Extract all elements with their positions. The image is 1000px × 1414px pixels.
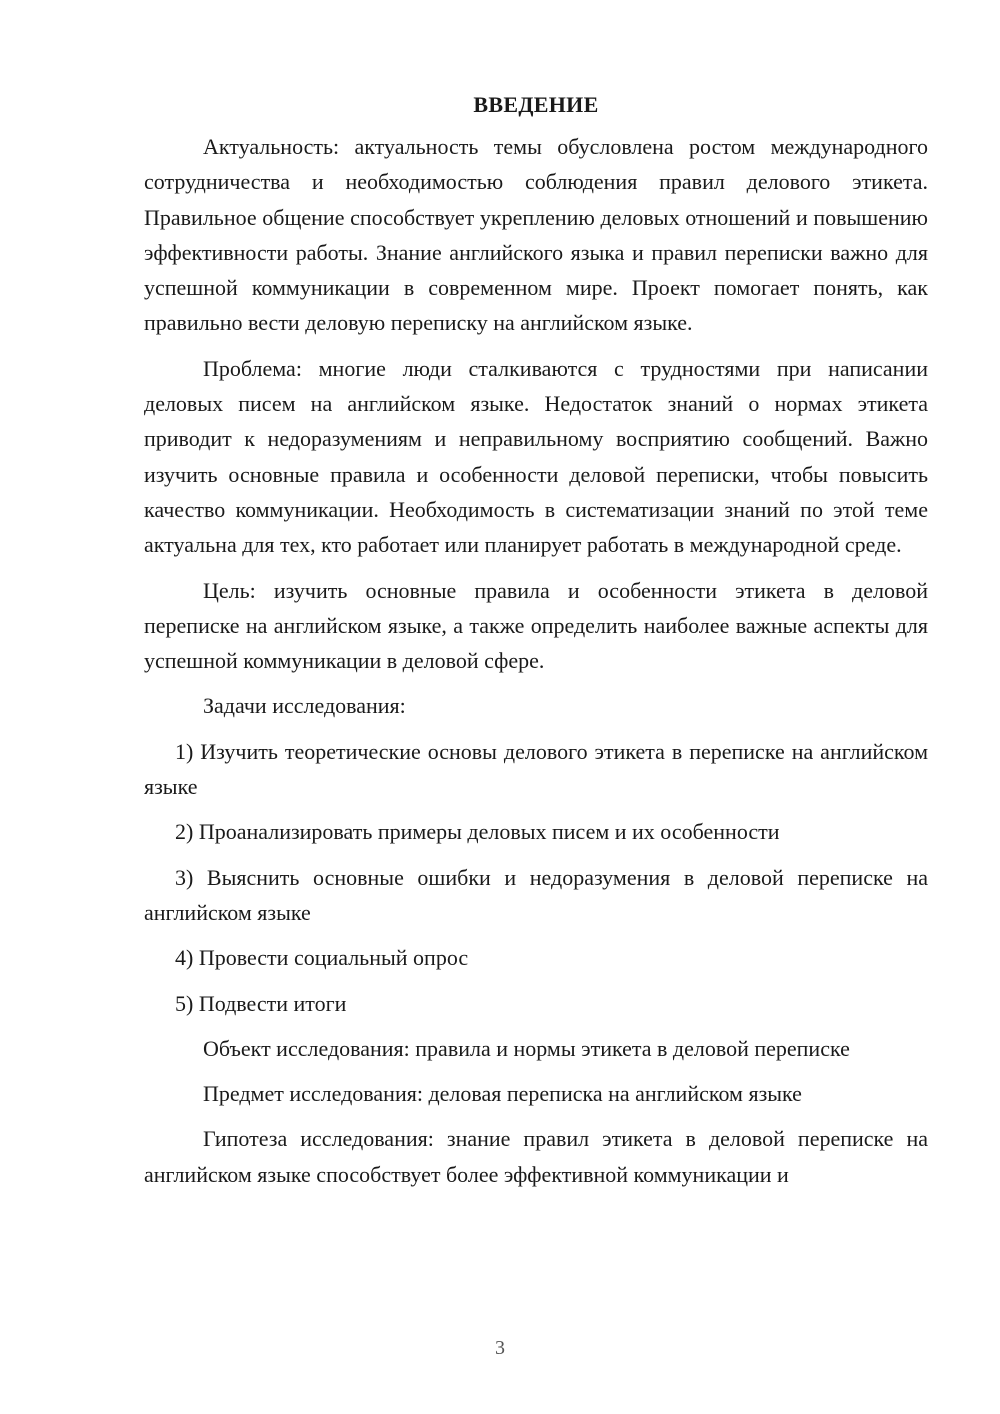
task-item-5: 5) Подвести итоги	[175, 990, 347, 1016]
paragraph-goal: Цель: изучить основные правила и особенности этикета в деловой переписке на английском языке, а также определить наиболее важные аспекты для успешной коммуникации в деловой сфере.	[144, 577, 928, 674]
task-item-2: 2) Проанализировать примеры деловых писем и их особенности	[175, 819, 780, 845]
task-item-1: 1) Изучить теоретические основы делового этикета в переписке на английском языке	[144, 738, 928, 800]
page-title: ВВЕДЕНИЕ	[473, 92, 599, 117]
paragraph-hypothesis: Гипотеза исследования: знание правил этикета в деловой переписке на английском языке способствует более эффективной коммуникации и	[144, 1126, 928, 1187]
task-item-3: 3) Выяснить основные ошибки и недоразумения в деловой переписке на английском языке	[144, 864, 928, 925]
page-number: 3	[495, 1337, 505, 1359]
paragraph-relevance: Актуальность: актуальность темы обусловлена ростом международного сотрудничества и необходимостью соблюдения правил делового этикета. Правильное общение способствует укреплению деловых отношений и повышению эффективности работы. Знание английского языка и правил переписки важно для успешной коммуникации в современном мире. Проект помогает понять, как правильно вести деловую переписку на английском языке.	[144, 134, 928, 336]
task-item-4: 4) Провести социальный опрос	[175, 945, 469, 971]
paragraph-subject: Предмет исследования: деловая переписка на английском языке	[203, 1081, 802, 1107]
paragraph-problem: Проблема: многие люди сталкиваются с трудностями при написании деловых писем на английском языке. Недостаток знаний о нормах этикета приводит к недоразумениям и неправильному восприятию сообщений. Важно изучить основные правила и особенности деловой переписки, чтобы повысить качество коммуникации. Необходимость в систематизации знаний по этой теме актуальна для тех, кто работает или планирует работать в международной среде.	[144, 355, 928, 558]
paragraph-tasks-heading: Задачи исследования:	[203, 693, 406, 719]
paragraph-object: Объект исследования: правила и нормы этикета в деловой переписке	[203, 1035, 850, 1061]
document-page	[144, 92, 928, 1202]
